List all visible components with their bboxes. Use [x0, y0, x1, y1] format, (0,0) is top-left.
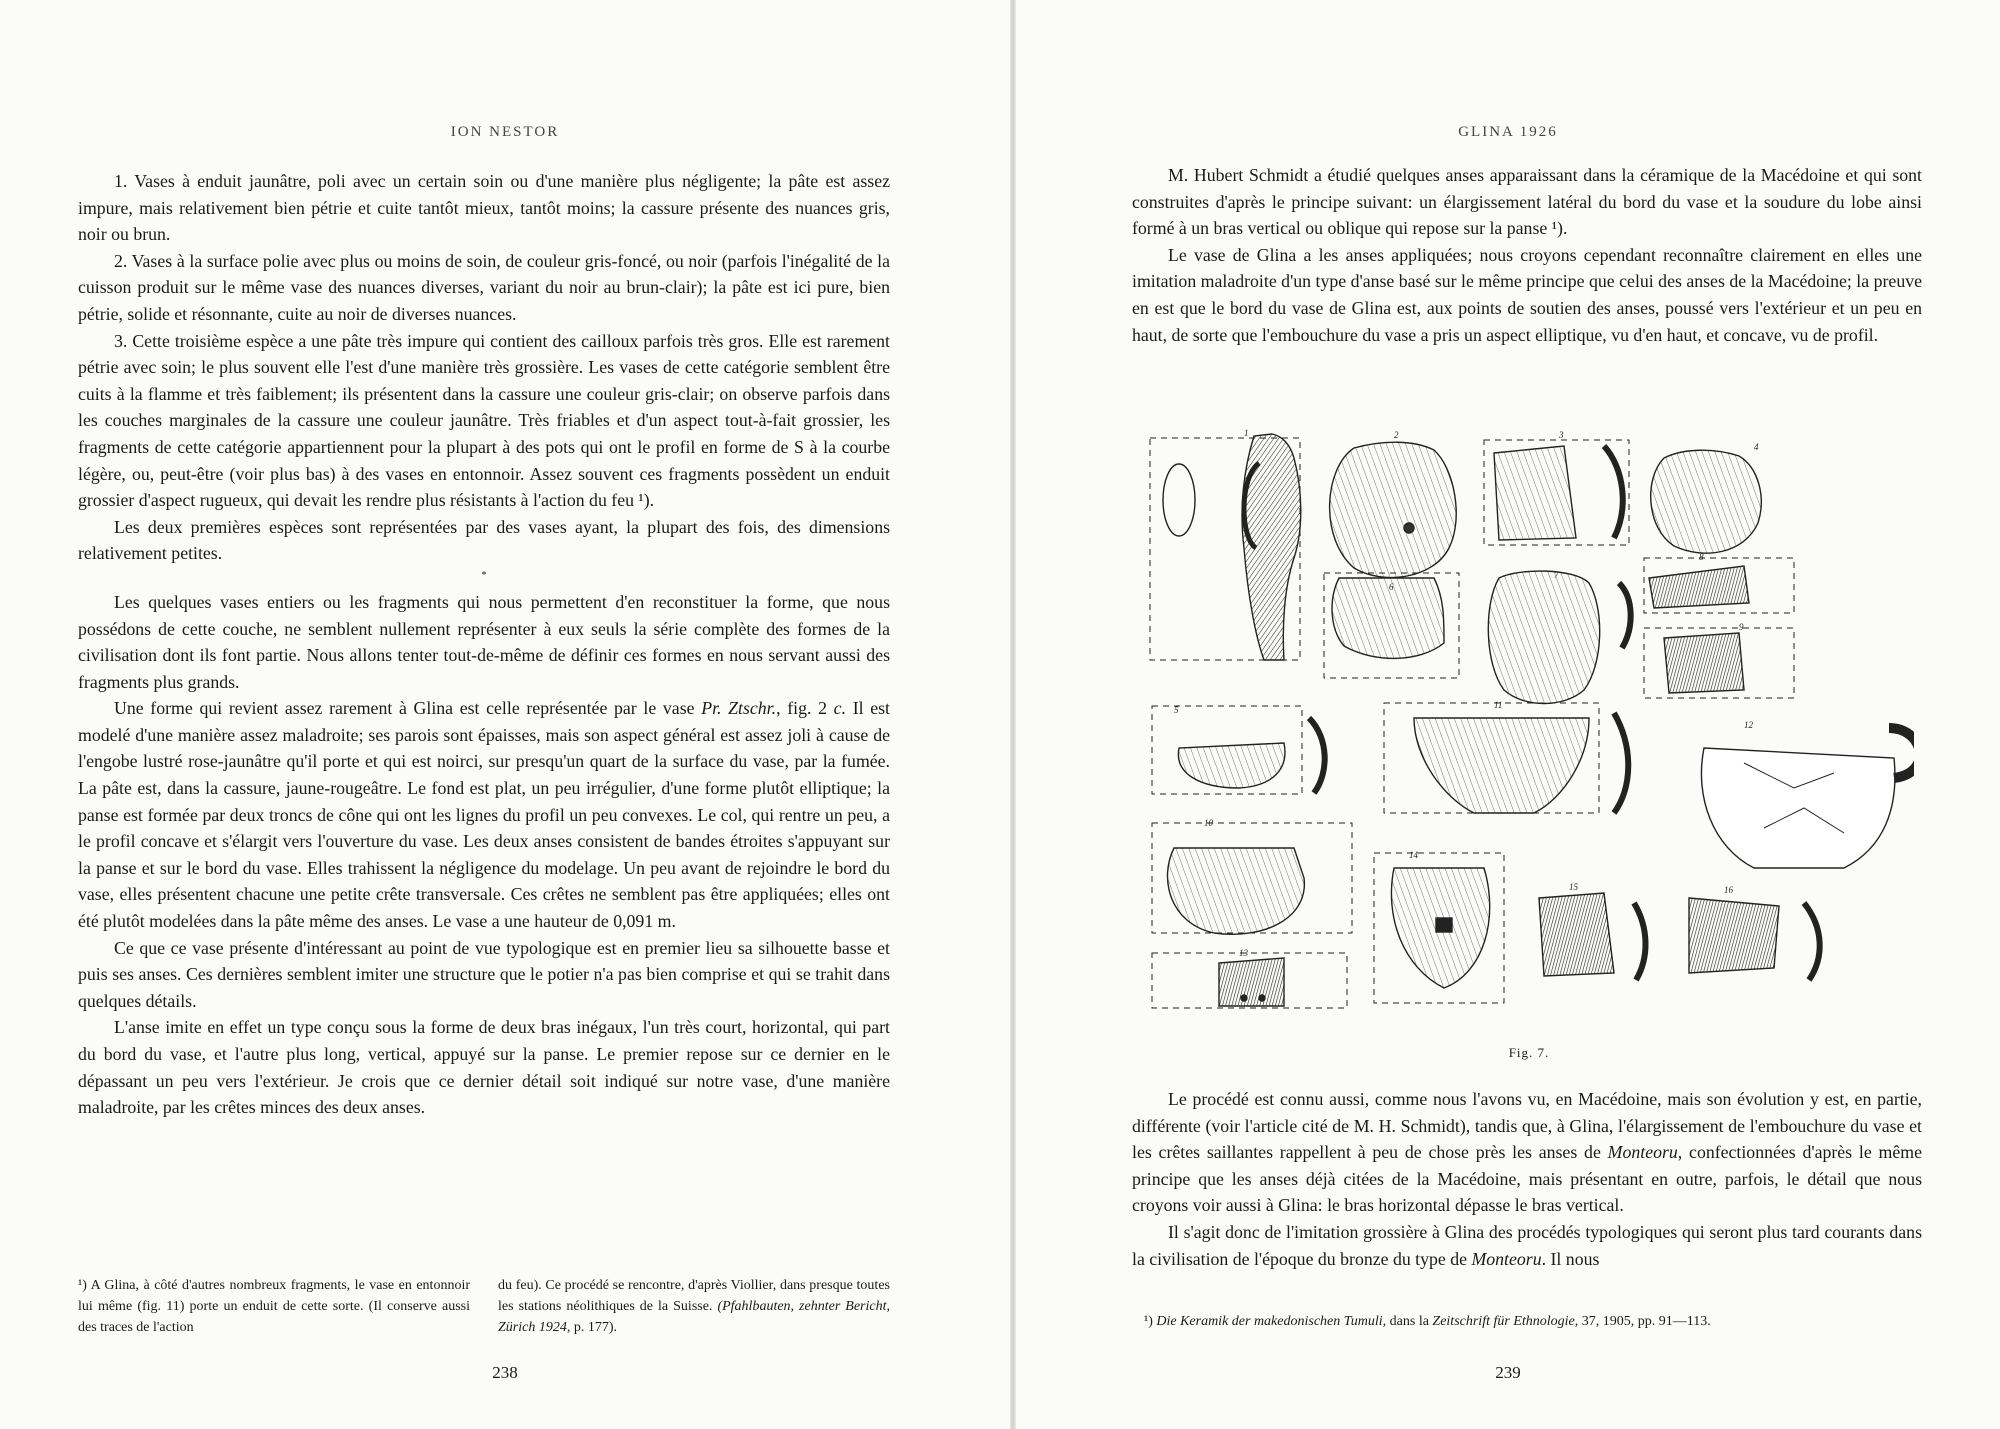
page-number-right: 239	[1495, 1363, 1521, 1382]
right-page	[1016, 0, 2000, 1429]
right-body-text-bottom	[1132, 1086, 1922, 1272]
fig-number-7: 7	[1554, 570, 1559, 580]
vessel-4	[1651, 450, 1762, 553]
paragraph: 1. Vases à enduit jaunâtre, poli avec un certain soin ou d'une manière plus négligente; la pâte est assez impure, mais relativement bien pétrie et cuite tantôt mieux, tantôt moins; la cassure présente des nuances gris, noir ou brun.	[78, 171, 890, 245]
vessel-16	[1689, 898, 1820, 980]
reference-italic: Zeitschrift für Ethnologie,	[1432, 1314, 1579, 1329]
text-run: du feu). Ce procédé se rencontre, d'après Viollier, dans presque toutes les stations néolithiques de la Suisse.	[498, 1278, 890, 1314]
page-number-left: 238	[492, 1363, 518, 1382]
vessel-3	[1484, 440, 1629, 545]
footnote-right	[1144, 1312, 1934, 1332]
running-head-left: ION NESTOR	[450, 124, 560, 140]
text-run: Le procédé est connu aussi, comme nous l'avons vu, en Macédoine, mais son évolution y est, en partie, différente (voir l'article cité de M. H. Schmidt), tandis que, à Glina, l'élargissement de l'embouchure du vase et les crêtes saillantes rappellent à peu de chose près les anses de	[1132, 1089, 1922, 1163]
paragraph: L'anse imite en effet un type conçu sous la forme de deux bras inégaux, l'un très court, horizontal, qui part du bord du vase, et l'autre plus long, vertical, appuyé sur la panse. Le premier repose sur ce dernier en le dépassant un peu vers l'extérieur. Je crois que ce dernier détail soit indiqué sur notre vase, d'une manière maladroite, par les crêtes minces des deux anses.	[78, 1017, 890, 1118]
vessel-13	[1152, 953, 1347, 1008]
reference-italic: Pr. Ztschr.	[701, 698, 777, 719]
paragraph: Les quelques vases entiers ou les fragments qui nous permettent d'en reconstituer la forme, que nous possédons de cette couche, ne semblent nullement représenter à eux seuls la série complète des formes de la civilisation dont ils font partie. Nous allons tenter tout-de-même de définir ces formes en nous servant aussi des fragments plus grands.	[78, 591, 890, 692]
fig-number-3: 3	[1559, 430, 1564, 440]
paragraph	[1132, 1086, 1922, 1219]
reference-italic: Monteoru	[1471, 1248, 1542, 1269]
fig-number-4: 4	[1754, 442, 1759, 452]
vessel-2	[1330, 442, 1457, 577]
footnote-col-2	[498, 1275, 890, 1338]
reference-italic: (Pfahlbauten, zehnter Bericht, Zürich 1924,	[498, 1299, 890, 1335]
fig-number-14: 14	[1409, 850, 1418, 860]
vessel-1	[1150, 434, 1301, 660]
vessel-7	[1488, 571, 1630, 703]
vessel-14	[1374, 853, 1504, 1003]
text-run: . Il nous	[1541, 1248, 1600, 1269]
fig-number-9: 9	[1739, 622, 1744, 632]
fig-number-2: 2	[1394, 430, 1399, 440]
fig-number-8: 8	[1699, 552, 1704, 562]
footnote-col-1: ¹) A Glina, à côté d'autres nombreux fragments, le vase en entonnoir lui même (fig. 11) porte un enduit de cette sorte. (Il conserve aussi des traces de l'action	[78, 1278, 470, 1335]
text-run: Il s'agit donc de l'imitation grossière à Glina des procédés typologiques qui seront plus tard courants dans la civilisation de l'époque du bronze du type de	[1132, 1221, 1922, 1269]
paragraph	[1132, 1219, 1922, 1272]
vessel-5	[1152, 706, 1325, 794]
paragraph: Le vase de Glina a les anses appliquées; nous croyons cependant reconnaître clairement en elles une imitation maladroite d'un type d'anse basé sur le même principe que celui des anses de la Macédoine; la preuve en est que le bord du vase de Glina est, aux points de soutien des anses, poussé vers l'extérieur et un peu en haut, de sorte que l'embouchure du vase a pris un aspect elliptique, vu d'en haut, et concave, vu de profil.	[1132, 244, 1922, 345]
text-run: , confectionnées d'après le même principe que les anses déjà citées de la Macédoine, mais présentant en outre, parfois, le détail que nous croyons voir aussi à Glina: le bras horizontal dépasse le bras vertical.	[1132, 1142, 1922, 1216]
reference-italic: c.	[833, 698, 847, 719]
paragraph	[78, 695, 890, 934]
reference-italic: Monteoru	[1607, 1142, 1678, 1163]
fig-number-15: 15	[1569, 882, 1578, 892]
fig-number-10: 10	[1204, 818, 1213, 828]
paragraph: M. Hubert Schmidt a étudié quelques anses apparaissant dans la céramique de la Macédoine et qui sont construites d'après le principe suivant: un élargissement latéral du bord du vase et la soudure du lobe ainsi formé à un bras vertical ou oblique qui repose sur la panse ¹).	[1132, 165, 1922, 239]
right-body-text-top	[1132, 162, 1922, 348]
fig-number-11: 11	[1494, 700, 1503, 710]
vessel-15	[1539, 893, 1646, 980]
vessel-9	[1644, 628, 1794, 698]
vessel-8	[1644, 558, 1794, 613]
section-separator: *	[481, 569, 487, 581]
fig-number-13: 13	[1239, 948, 1248, 958]
fig-number-5: 5	[1174, 705, 1179, 715]
fig-number-6: 6	[1389, 582, 1394, 592]
left-body-text	[78, 168, 890, 1121]
text-run: Une forme qui revient assez rarement à Glina est celle représentée par le vase	[114, 698, 702, 719]
text-run: p. 177).	[570, 1320, 618, 1335]
fig-number-16: 16	[1724, 885, 1733, 895]
text-run: 37, 1905, pp. 91—113.	[1578, 1314, 1711, 1329]
vessel-12	[1701, 728, 1914, 868]
paragraph: 3. Cette troisième espèce a une pâte très impure qui contient des cailloux parfois très gros. Elle est rarement pétrie avec soin; le plus souvent elle l'est d'une manière très grossière. Les vases de cette catégorie semblent être cuits à la flamme et très faiblement; ils présentent dans la cassure une couleur gris-clair; on observe parfois dans les couches marginales de la cassure une couleur jaunâtre. Très friables et d'un aspect tout-à-fait grossier, les fragments de cette catégorie appartiennent pour la plupart à des pots qui ont le profil en forme de S à la courbe légère, ou, peut-être (voir plus bas) à des vases en entonnoir. Assez souvent ces fragments possèdent un enduit grossier d'aspect rugueux, qui devait les rendre plus résistants à l'action du feu ¹).	[78, 330, 890, 511]
fig-number-12: 12	[1744, 720, 1753, 730]
vessel-11	[1384, 703, 1628, 813]
text-run: ¹)	[1144, 1314, 1157, 1329]
running-head-right: GLINA 1926	[1458, 124, 1558, 140]
text-run: Il est modelé d'une manière assez maladroite; ses parois sont épaisses, mais son aspect général est assez joli à cause de l'engobe lustré rose-jaunâtre qu'il porte et qui est noirci, sur presqu'un quart de la surface du vase, par la fumée. La pâte est, dans la cassure, jaune-rougeâtre. Le fond est plat, un peu irrégulier, d'une forme plutôt elliptique; la panse est formée par deux troncs de cône qui ont les lignes du profil un peu convexes. Le col, qui rentre un peu, a le profil concave et s'élargit vers l'ouverture du vase. Les deux anses consistent de bandes étroites s'appuyant sur la panse et sur le bord du vase. Elles trahissent la négligence du modelage. Un peu avant de rejoindre le bord du vase, elles présentent chacune une petite crête transversale. Ces crêtes ne semblent pas être appliquées; elles ont été plutôt modelées dans la pâte même des anses. Le vase a une hauteur de 0,091 m.	[78, 698, 890, 932]
fig-number-1: 1	[1244, 428, 1249, 438]
figure-caption: Fig. 7.	[1508, 1045, 1550, 1060]
pottery-figure	[1144, 428, 1914, 1048]
footnotes-left	[78, 1275, 890, 1338]
text-run: dans la	[1386, 1314, 1433, 1329]
pottery-drawings	[1144, 428, 1914, 1048]
text-run: , fig. 2	[776, 698, 834, 719]
vessel-10	[1152, 823, 1352, 934]
paragraph: 2. Vases à la surface polie avec plus ou moins de soin, de couleur gris-foncé, ou noir (parfois l'inégalité de la cuisson produit sur le même vase des nuances diverses, variant du noir au brun-clair); la pâte est ici pure, bien pétrie, solide et résonnante, cuite au noir de diverses nuances.	[78, 250, 890, 324]
paragraph: Les deux premières espèces sont représentées par des vases ayant, la plupart des fois, des dimensions relativement petites.	[78, 516, 890, 564]
paragraph: Ce que ce vase présente d'intéressant au point de vue typologique est en premier lieu sa silhouette basse et puis ses anses. Ces dernières semblent imiter une structure que le potier n'a pas bien comprise et qui se trahit dans quelques détails.	[78, 937, 890, 1011]
reference-italic: Die Keramik der makedonischen Tumuli,	[1156, 1314, 1387, 1329]
